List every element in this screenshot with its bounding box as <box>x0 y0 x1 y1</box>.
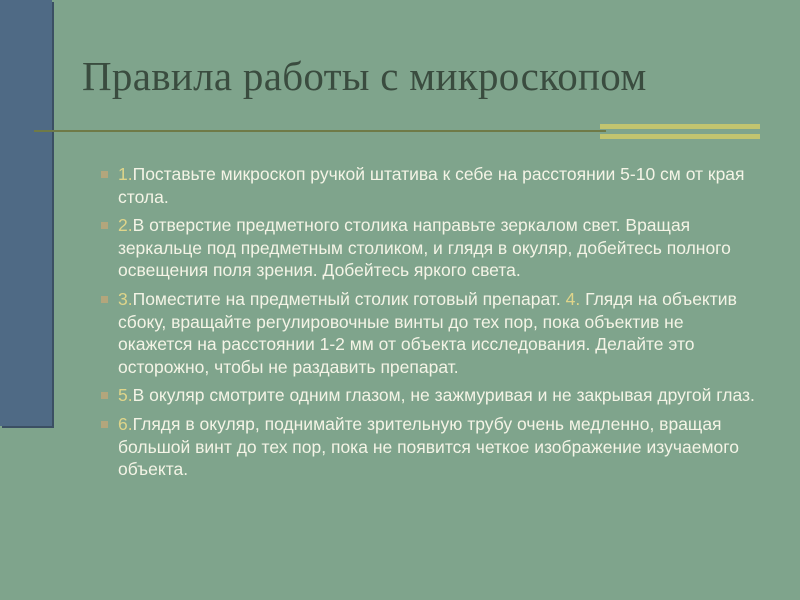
item-number: 6. <box>118 413 133 434</box>
item-number: 2. <box>118 215 133 236</box>
side-bar-decoration <box>0 0 52 426</box>
item-text: Поместите на предметный столик готовый препарат. <box>132 288 566 309</box>
list-item <box>112 384 762 407</box>
title-accent-bars <box>600 124 760 139</box>
item-text: В отверстие предметного столика направьте зеркалом свет. Вращая зеркальце под предметным столиком, и глядя в окуляр, добейтесь полного освещения поля зрения. Добейтесь яркого света. <box>118 215 731 281</box>
item-number: 5. <box>118 385 133 406</box>
item-number: 3. <box>118 288 133 309</box>
list-item <box>112 288 762 378</box>
square-bullet-icon <box>101 421 108 428</box>
item-text: В окуляр смотрите одним глазом, не зажмуривая и не закрывая другой глаз. <box>132 385 755 406</box>
title-underline <box>34 130 606 132</box>
square-bullet-icon <box>101 296 108 303</box>
list-item <box>112 214 762 282</box>
item-text-continued: Глядя на объектив сбоку, вращайте регулировочные винты до тех пор, пока объектив не окажется на расстоянии 1-2 мм от объекта исследования. Делайте это осторожно, чтобы не раздавить препарат. <box>118 288 737 377</box>
square-bullet-icon <box>101 171 108 178</box>
slide-title: Правила работы с микроскопом <box>82 53 647 99</box>
item-text: Поставьте микроскоп ручкой штатива к себе на расстоянии 5-10 см от края стола. <box>118 164 745 207</box>
square-bullet-icon <box>101 222 108 229</box>
rules-list <box>112 163 762 487</box>
item-number-inline: 4. <box>565 288 581 309</box>
item-text: Глядя в окуляр, поднимайте зрительную трубу очень медленно, вращая большой винт до тех пор, пока не появится четкое изображение изучаемого объекта. <box>118 413 739 480</box>
list-item <box>112 163 762 208</box>
list-item <box>112 413 762 481</box>
square-bullet-icon <box>101 392 108 399</box>
item-number: 1. <box>118 164 133 184</box>
